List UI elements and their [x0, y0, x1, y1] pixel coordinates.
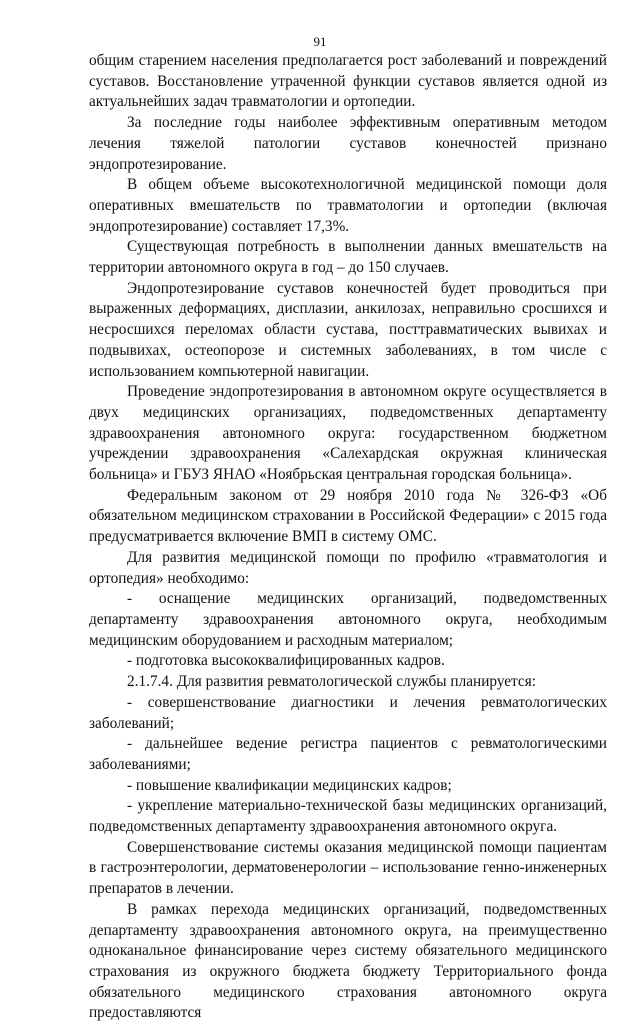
paragraph-3: В общем объеме высокотехнологичной медицинской помощи доля оперативных вмешательств по травматологии и ортопедии (включая эндопротезирование) составляет 17,3%. [89, 176, 607, 235]
paragraph-5: Эндопротезирование суставов конечностей будет проводиться при выраженных деформациях, дисплазии, анкилозах, неправильно сросшихся и несросшихся переломах области сустава, посттравматических вывихах и подвывихах, остеопорозе и системных заболеваниях, в том числе с использованием компьютерной навигации. [89, 279, 607, 380]
section-heading-2-1-7-4: 2.1.7.4. Для развития ревматологической службы планируется: [127, 673, 537, 691]
paragraph-9: Совершенствование системы оказания медицинской помощи пациентам в гастроэнтерологии, дерматовенерологии – использование генно-инженерных препаратов в лечении. [89, 838, 607, 898]
paragraph-6: Проведение эндопротезирования в автономном округе осуществляется в двух медицинских организациях, подведомственных департаменту здравоохранения автономного округа: государственном бюджетном учреждении здравоохранения «Салехардская окружная клиническая больница» и ГБУЗ ЯНАО «Ноябрьская центральная городская больница». [89, 383, 607, 484]
list-item-5: - повышение квалификации медицинских кадров; [127, 776, 452, 794]
document-body [89, 51, 607, 1024]
paragraph-4: Существующая потребность в выполнении данных вмешательств на территории автономного округа в год – до 150 случаев. [89, 238, 607, 277]
paragraph-7: Федеральным законом от 29 ноября 2010 года № 326-ФЗ «Об обязательном медицинском страховании в Российской Федерации» с 2015 года предусматривается включение ВМП в систему ОМС. [89, 486, 607, 546]
list-item-2: - подготовка высококвалифицированных кадров. [127, 652, 445, 670]
paragraph-1: общим старением населения предполагается рост заболеваний и повреждений суставов. Восстановление утраченной функции суставов является одной из актуальнейших задач травматологии и ортопедии. [89, 52, 607, 111]
list-item-3: - совершенствование диагностики и лечения ревматологических заболеваний; [89, 693, 607, 732]
paragraph-8: Для развития медицинской помощи по профилю «травматология и ортопедия» необходимо: [89, 548, 607, 587]
paragraph-2: За последние годы наиболее эффективным оперативным методом лечения тяжелой патологии суставов конечностей признано эндопротезирование. [89, 114, 607, 173]
list-item-6: - укрепление материально-технической базы медицинских организаций, подведомственных департаменту здравоохранения автономного округа. [89, 797, 607, 836]
list-item-1: - оснащение медицинских организаций, подведомственных департаменту здравоохранения автономного округа, необходимым медицинским оборудованием и расходным материалом; [89, 590, 607, 649]
list-item-4: - дальнейшее ведение регистра пациентов с ревматологическими заболеваниями; [89, 735, 607, 773]
paragraph-10: В рамках перехода медицинских организаций, подведомственных департаменту здравоохранения автономного округа, на преимущественно одноканальное финансирование через систему обязательного медицинского страхования из окружного бюджета бюджету Территориального фонда обязательного медицинского страхования автономного округа предоставляются [89, 900, 607, 1022]
page-number: 91 [313, 34, 327, 49]
